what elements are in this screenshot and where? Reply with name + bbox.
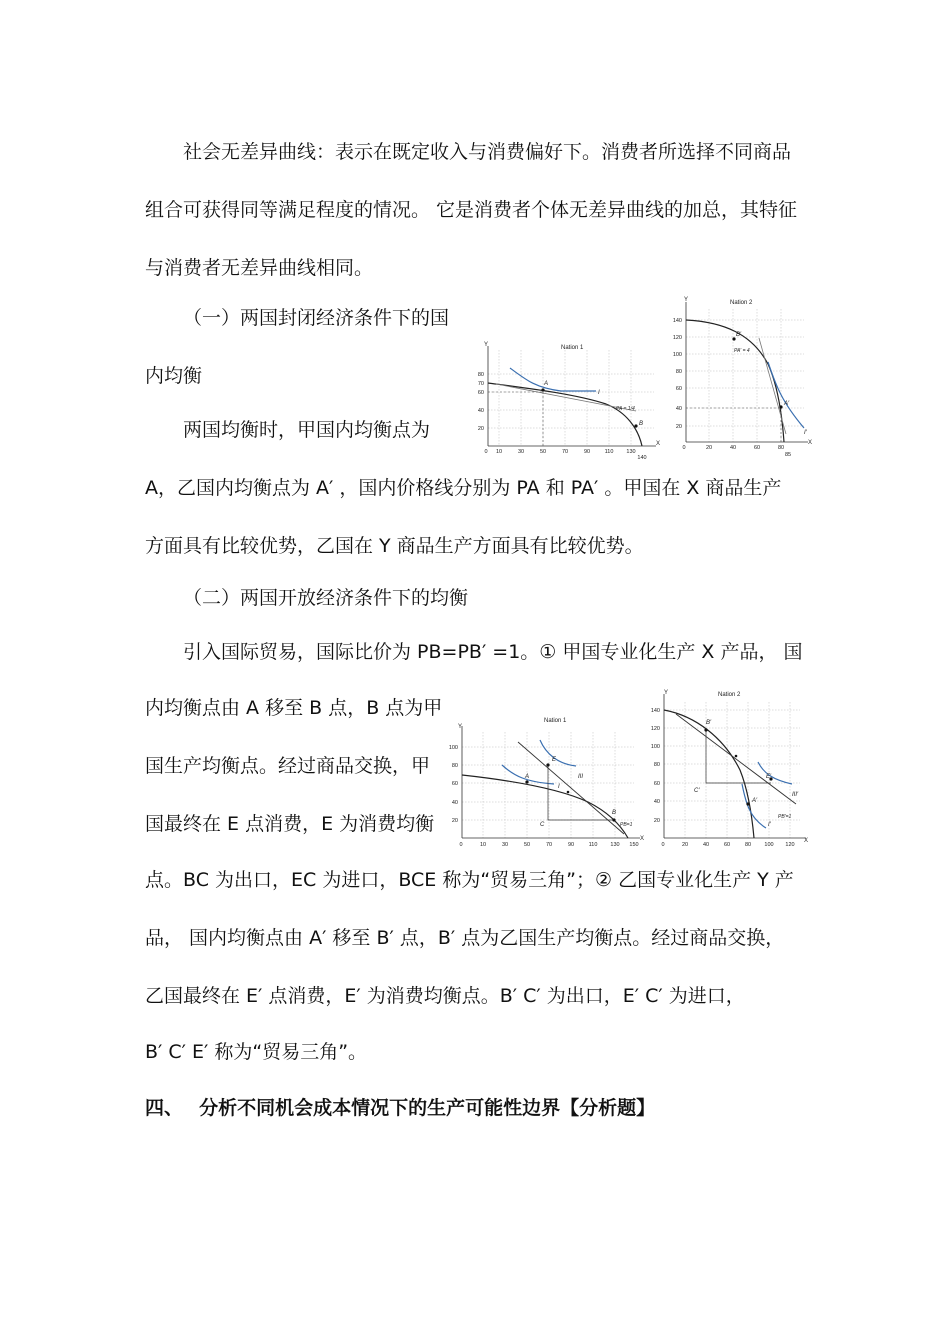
fig2-n1-xtick: 50 xyxy=(523,842,531,848)
fig2-n2-xtick: 40 xyxy=(702,842,710,848)
fig1-n2-ytick: 20 xyxy=(675,424,682,430)
fig2-n2-label-c: C′ xyxy=(694,788,700,794)
fig2-n1-point-b xyxy=(612,818,615,821)
fig2-n2-ytick: 140 xyxy=(650,708,660,714)
fig1-n1-grid xyxy=(488,350,654,446)
fig1-n2-ytick: 80 xyxy=(675,369,682,375)
fig1-n2-xtick-extra: 85 xyxy=(784,452,792,458)
fig2-n1-ytick: 80 xyxy=(451,763,458,769)
fig1-n1-yaxis-label: Y xyxy=(484,342,489,348)
fig2-n1-label-pb: PB=1 xyxy=(620,822,633,828)
para2-line2: A，乙国内均衡点为 A′ ，国内价格线分别为 PA 和 PA′ 。甲国在 X 商品生产 xyxy=(145,477,782,499)
fig2-n2-xtick: 20 xyxy=(681,842,689,848)
fig2-n2-ppf-curve xyxy=(664,710,754,838)
figure-autarky-nation2 xyxy=(664,294,816,460)
fig2-n2-xtick: 120 xyxy=(785,842,795,848)
fig2-n1-label-b: B xyxy=(612,810,617,816)
para3-line7: 乙国最终在 E′ 点消费，E′ 为消费均衡点。B′ C′ 为出口，E′ C′ 为进口， xyxy=(145,985,745,1007)
fig2-n1-label-iii: III xyxy=(578,774,584,780)
para3-line5: 点。BC 为出口，EC 为进口，BCE 称为“贸易三角”；② 乙国专业化生产 Y 产 xyxy=(145,869,794,891)
para3-line8: B′ C′ E′ 称为“贸易三角”。 xyxy=(145,1041,368,1063)
fig2-n1-yaxis-label: Y xyxy=(458,724,463,730)
para1-line3: 与消费者无差异曲线相同。 xyxy=(145,257,374,279)
fig1-n2-xtick: 40 xyxy=(729,445,737,451)
fig1-n1-xtick: 50 xyxy=(539,449,547,455)
para1-line1: 社会无差异曲线：表示在既定收入与消费偏好下。消费者所选择不同商品 xyxy=(183,141,792,163)
fig1-n2-ytick: 100 xyxy=(672,352,682,358)
fig1-n1-xtick: 130 xyxy=(626,449,636,455)
fig2-n2-xtick: 80 xyxy=(744,842,752,848)
fig2-n2-label-a: A′ xyxy=(752,798,758,804)
fig2-n2-point-a xyxy=(746,802,749,805)
fig2-n2-ytick: 20 xyxy=(653,818,660,824)
fig1-n1-ytick: 40 xyxy=(477,408,484,414)
fig2-n1-xtick: 90 xyxy=(567,842,575,848)
fig2-n1-point-mid xyxy=(567,791,570,794)
fig2-n2-label-i: I′ xyxy=(768,822,771,828)
fig1-n1-xaxis-label: X xyxy=(656,441,661,447)
fig2-n1-label-i: I xyxy=(558,784,560,790)
fig2-n1-label-a: A xyxy=(525,774,530,780)
fig1-n1-ytick: 80 xyxy=(477,372,484,378)
fig2-n1-label-c: C xyxy=(540,822,545,828)
para3-line3: 国生产均衡点。经过商品交换，甲 xyxy=(145,755,431,777)
fig2-n2-ytick: 120 xyxy=(650,726,660,732)
fig2-n1-xtick: 30 xyxy=(501,842,509,848)
fig1-n1-xtick: 30 xyxy=(517,449,525,455)
fig2-n2-ytick: 40 xyxy=(653,799,660,805)
heading-open-economy: （二）两国开放经济条件下的均衡 xyxy=(183,587,469,609)
fig2-n2-label-pb: PB′=1 xyxy=(778,814,792,820)
fig1-n1-price-line xyxy=(496,384,636,411)
para2-line3: 方面具有比较优势，乙国在 Y 商品生产方面具有比较优势。 xyxy=(145,535,644,557)
fig1-n2-indifference-curve xyxy=(768,362,804,428)
fig2-n1-point-a xyxy=(525,780,528,783)
figure-trade-nation2 xyxy=(646,686,812,850)
fig1-n1-label-a: A xyxy=(544,381,549,387)
fig2-n2-indifference-i xyxy=(742,784,766,828)
section-heading-4: 四、 分析不同机会成本情况下的生产可能性边界【分析题】 xyxy=(145,1097,656,1119)
fig1-n2-xaxis-label: X xyxy=(808,440,813,446)
fig2-n1-xtick: 0 xyxy=(459,842,463,848)
fig1-n2-label-b: B′ xyxy=(736,332,742,338)
fig2-n2-xtick: 100 xyxy=(764,842,774,848)
para3-line4: 国最终在 E 点消费，E 为消费均衡 xyxy=(145,813,435,835)
fig2-n1-ytick: 40 xyxy=(451,800,458,806)
fig1-n1-xtick: 70 xyxy=(561,449,569,455)
fig2-n2-indifference-iii xyxy=(758,762,792,784)
fig2-n1-title: Nation 1 xyxy=(544,718,567,724)
fig1-n1-xtick-extra: 140 xyxy=(637,455,647,461)
fig1-n1-point-a xyxy=(541,388,544,391)
fig1-n2-point-a xyxy=(779,405,782,408)
fig2-n2-label-b: B′ xyxy=(706,720,712,726)
fig1-n1-ytick-extra: 70 xyxy=(477,381,484,387)
fig1-n1-xtick: 0 xyxy=(484,449,488,455)
fig2-n2-xtick: 60 xyxy=(723,842,731,848)
fig2-n1-xtick: 10 xyxy=(479,842,487,848)
fig1-n2-label-i: I′ xyxy=(804,430,807,436)
fig1-n2-ytick: 120 xyxy=(672,335,682,341)
para3-line1: 引入国际贸易，国际比价为 PB=PB′ =1。① 甲国专业化生产 X 产品， 国 xyxy=(183,641,803,663)
fig2-n1-xtick: 110 xyxy=(588,842,598,848)
fig2-n1-xtick: 150 xyxy=(629,842,639,848)
fig1-n1-xtick: 110 xyxy=(604,449,614,455)
fig1-n2-ytick: 40 xyxy=(675,406,682,412)
fig1-n1-ytick: 20 xyxy=(477,426,484,432)
fig2-n1-xtick: 70 xyxy=(545,842,553,848)
fig2-n2-point-mid xyxy=(735,755,738,758)
fig1-n2-grid xyxy=(686,309,804,442)
figure-autarky-nation1 xyxy=(466,338,662,462)
fig2-n2-label-e: E′ xyxy=(766,774,772,780)
fig1-n2-label-a: A′ xyxy=(784,401,790,407)
fig2-n2-yaxis-label: Y xyxy=(664,690,669,696)
fig1-n2-ytick: 140 xyxy=(672,318,682,324)
fig1-n1-title: Nation 1 xyxy=(561,345,584,351)
fig2-n2-title: Nation 2 xyxy=(718,692,741,698)
fig2-n1-label-e: E xyxy=(552,757,557,763)
fig1-n2-xtick: 80 xyxy=(777,445,785,451)
fig2-n1-ytick: 20 xyxy=(451,818,458,824)
fig2-n2-ytick: 80 xyxy=(653,762,660,768)
fig1-n1-xtick: 10 xyxy=(495,449,503,455)
fig2-n2-ytick: 100 xyxy=(650,744,660,750)
fig2-n2-ytick: 60 xyxy=(653,781,660,787)
para3-line2: 内均衡点由 A 移至 B 点，B 点为甲 xyxy=(145,697,443,719)
fig2-n1-ytick: 100 xyxy=(448,745,458,751)
heading-closed-economy-line2: 内均衡 xyxy=(145,365,203,387)
fig2-n2-label-iii: III′ xyxy=(792,792,799,798)
fig1-n1-label-i: I xyxy=(598,390,600,396)
fig1-n1-point-b xyxy=(634,424,637,427)
fig1-n2-xtick: 0 xyxy=(682,445,686,451)
fig1-n2-xtick: 60 xyxy=(753,445,761,451)
fig2-n1-ppf-curve xyxy=(462,775,628,838)
fig1-n2-price-line xyxy=(759,338,786,434)
fig1-n2-title: Nation 2 xyxy=(730,300,753,306)
fig1-n2-yaxis-label: Y xyxy=(684,297,689,303)
fig1-n1-label-pa: PA = 1/4 xyxy=(616,406,635,412)
fig2-n1-indifference-iii xyxy=(540,740,576,766)
fig2-n1-point-e xyxy=(546,763,549,766)
para3-line6: 品， 国内均衡点由 A′ 移至 B′ 点，B′ 点为乙国生产均衡点。经过商品交换， xyxy=(145,927,785,949)
fig1-n1-xtick: 90 xyxy=(583,449,591,455)
fig1-n2-label-pa: PA′ = 4 xyxy=(734,348,750,354)
fig2-n2-xtick: 0 xyxy=(661,842,665,848)
para1-line2: 组合可获得同等满足程度的情况。 它是消费者个体无差异曲线的加总，其特征 xyxy=(145,199,798,221)
fig2-n1-xaxis-label: X xyxy=(640,836,644,842)
fig1-n2-ytick: 60 xyxy=(675,386,682,392)
heading-closed-economy-line1: （一）两国封闭经济条件下的国 xyxy=(183,307,450,329)
para2-line1: 两国均衡时，甲国内均衡点为 xyxy=(183,419,431,441)
fig2-n2-xaxis-label: X xyxy=(804,838,809,844)
fig2-n1-xtick: 130 xyxy=(610,842,620,848)
figure-trade-nation1 xyxy=(448,712,644,852)
fig1-n1-ytick: 60 xyxy=(477,390,484,396)
fig2-n2-point-b xyxy=(704,728,707,731)
fig1-n2-xtick: 20 xyxy=(705,445,713,451)
fig1-n1-label-b: B xyxy=(639,421,644,427)
fig2-n1-ytick: 60 xyxy=(451,781,458,787)
